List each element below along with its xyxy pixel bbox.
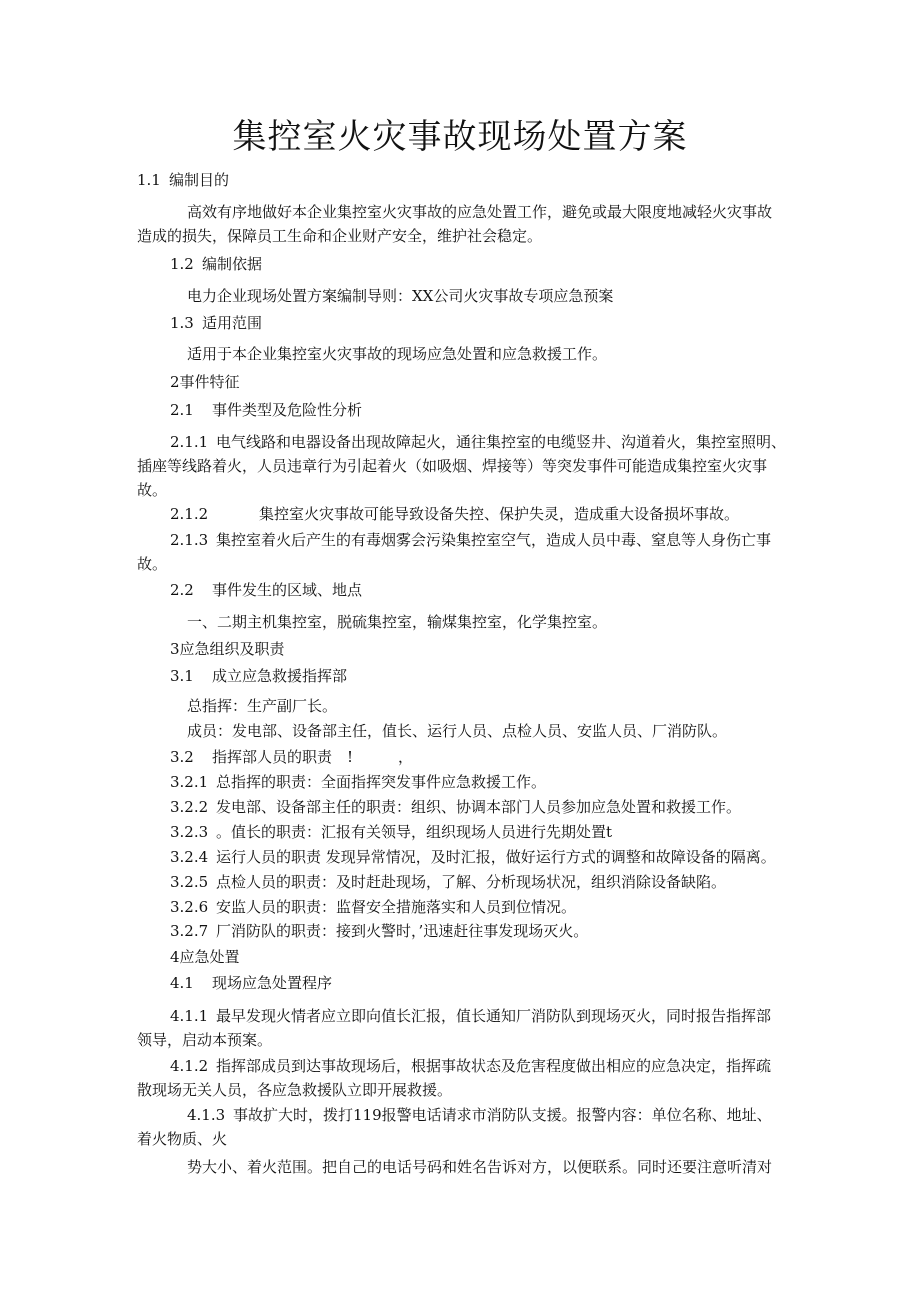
duty-line <box>170 895 576 919</box>
section-number: 4.1.1 <box>170 1007 209 1025</box>
section-number: 3.2.2 <box>170 798 209 816</box>
section-number: 1.2 <box>170 255 194 273</box>
duty-line <box>170 820 612 844</box>
section-number: 3.2 <box>170 748 194 766</box>
paragraph-line <box>170 1054 771 1078</box>
paragraph-text: 最早发现火情者应立即向值长汇报，值长通知厂消防队到现场灭火，同时报告指挥部 <box>216 1007 772 1025</box>
section-number: 2.1.3 <box>170 531 209 549</box>
section-heading: 事件类型及危险性分析 <box>212 401 363 419</box>
paragraph-line: 故。 <box>137 555 168 573</box>
section-heading: 编制目的 <box>169 171 230 189</box>
section-number: 1.3 <box>170 314 194 332</box>
paragraph-text: 。值长的职责：汇报有关领导，组织现场人员进行先期处置t <box>216 823 613 841</box>
paragraph-line: 插座等线路着火，人员违章行为引起着火（如吸烟、焊接等）等突发事件可能造成集控室火灾事 <box>137 457 768 475</box>
section-number: 3.2.4 <box>170 848 209 866</box>
chapter-heading: 4应急处置 <box>170 948 240 966</box>
section-number: 3.2.5 <box>170 873 209 891</box>
section-heading: 适用范围 <box>202 314 263 332</box>
section-2-1 <box>170 398 362 422</box>
section-number: 3.1 <box>170 667 194 685</box>
section-number: 2.1.2 <box>170 505 209 523</box>
paragraph-line <box>170 1004 771 1028</box>
duty-line <box>170 795 741 819</box>
paragraph-text: 总指挥的职责：全面指挥突发事件应急救援工作。 <box>216 773 547 791</box>
paragraph-line: 高效有序地做好本企业集控室火灾事故的应急处置工作，避免或最大限度地减轻火灾事故 <box>187 203 773 221</box>
duty-line <box>170 870 726 894</box>
section-2-2 <box>170 578 362 602</box>
paragraph-line: 领导，启动本预案。 <box>137 1031 273 1049</box>
duty-line <box>170 845 776 869</box>
paragraph-text: 运行人员的职责 发现异常情况，及时汇报，做好运行方式的调整和故障设备的隔离。 <box>216 848 776 866</box>
section-number: 3.2.1 <box>170 773 209 791</box>
chapter-heading: 2事件特征 <box>170 373 240 391</box>
paragraph-text: 集控室着火后产生的有毒烟雾会污染集控室空气，造成人员中毒、窒息等人身伤亡事 <box>216 531 772 549</box>
paragraph-line: 着火物质、火 <box>137 1130 228 1148</box>
section-3-1 <box>170 664 347 688</box>
paragraph-line: 散现场无关人员，各应急救援队立即开展救援。 <box>137 1081 453 1099</box>
paragraph-line <box>187 1103 772 1127</box>
paragraph-line: 故。 <box>137 481 168 499</box>
section-heading: 事件发生的区域、地点 <box>212 581 363 599</box>
section-1-2 <box>170 252 262 276</box>
section-3-2 <box>170 745 413 769</box>
section-1-1 <box>137 168 229 192</box>
section-1-3 <box>170 311 262 335</box>
paragraph-line: 适用于本企业集控室火灾事故的现场应急处置和应急救援工作。 <box>187 345 608 363</box>
section-number: 1.1 <box>137 171 161 189</box>
paragraph-line: 一、二期主机集控室，脱硫集控室，输煤集控室，化学集控室。 <box>187 613 608 631</box>
paragraph-text: 集控室火灾事故可能导致设备失控、保护失灵，造成重大设备损坏事故。 <box>259 505 740 523</box>
paragraph-line <box>170 502 739 526</box>
paragraph-line: 成员：发电部、设备部主任，值长、运行人员、点检人员、安监人员、厂消防队。 <box>187 722 728 740</box>
paragraph-text: 点检人员的职责：及时赶赴现场，了解、分析现场状况，组织消除设备缺陷。 <box>216 873 727 891</box>
paragraph-text: 发电部、设备部主任的职责：组织、协调本部门人员参加应急处置和救援工作。 <box>216 798 742 816</box>
paragraph-line <box>170 528 771 552</box>
section-number: 2.1 <box>170 401 194 419</box>
section-number: 3.2.3 <box>170 823 209 841</box>
paragraph-line: 电力企业现场处置方案编制导则：XX公司火灾事故专项应急预案 <box>187 287 614 305</box>
section-4-1 <box>170 971 332 995</box>
paragraph-line: 势大小、着火范围。把自己的电话号码和姓名告诉对方，以便联系。同时还要注意听清对 <box>187 1158 773 1176</box>
paragraph-line: 总指挥：生产副厂长。 <box>187 697 338 715</box>
page-title: 集控室火灾事故现场处置方案 <box>232 117 688 157</box>
section-heading: 成立应急救援指挥部 <box>212 667 348 685</box>
paragraph-text: 电气线路和电器设备出现故障起火，通往集控室的电缆竖井、沟道着火，集控室照明、 <box>216 433 787 451</box>
paragraph-line <box>170 430 786 454</box>
section-heading: 编制依据 <box>202 255 263 273</box>
chapter-heading: 3应急组织及职责 <box>170 640 285 658</box>
paragraph-text: 厂消防队的职责：接到火警时，’迅速赶往事发现场灭火。 <box>216 922 589 940</box>
paragraph-text: 事故扩大时，拨打119报警电话请求市消防队支援。报警内容：单位名称、地址、 <box>233 1106 772 1124</box>
paragraph-text: 指挥部成员到达事故现场后，根据事故状态及危害程度做出相应的应急决定，指挥疏 <box>216 1057 772 1075</box>
section-number: 3.2.7 <box>170 922 209 940</box>
section-number: 4.1.3 <box>187 1106 226 1124</box>
section-heading: 指挥部人员的职责 ! ， <box>212 748 414 766</box>
section-number: 3.2.6 <box>170 898 209 916</box>
paragraph-text: 安监人员的职责：监督安全措施落实和人员到位情况。 <box>216 898 577 916</box>
duty-line <box>170 919 588 943</box>
section-heading: 现场应急处置程序 <box>212 974 333 992</box>
section-number: 2.1.1 <box>170 433 209 451</box>
section-number: 4.1.2 <box>170 1057 209 1075</box>
duty-line <box>170 770 546 794</box>
section-number: 2.2 <box>170 581 194 599</box>
paragraph-line: 造成的损失，保障员工生命和企业财产安全，维护社会稳定。 <box>137 227 543 245</box>
section-number: 4.1 <box>170 974 194 992</box>
